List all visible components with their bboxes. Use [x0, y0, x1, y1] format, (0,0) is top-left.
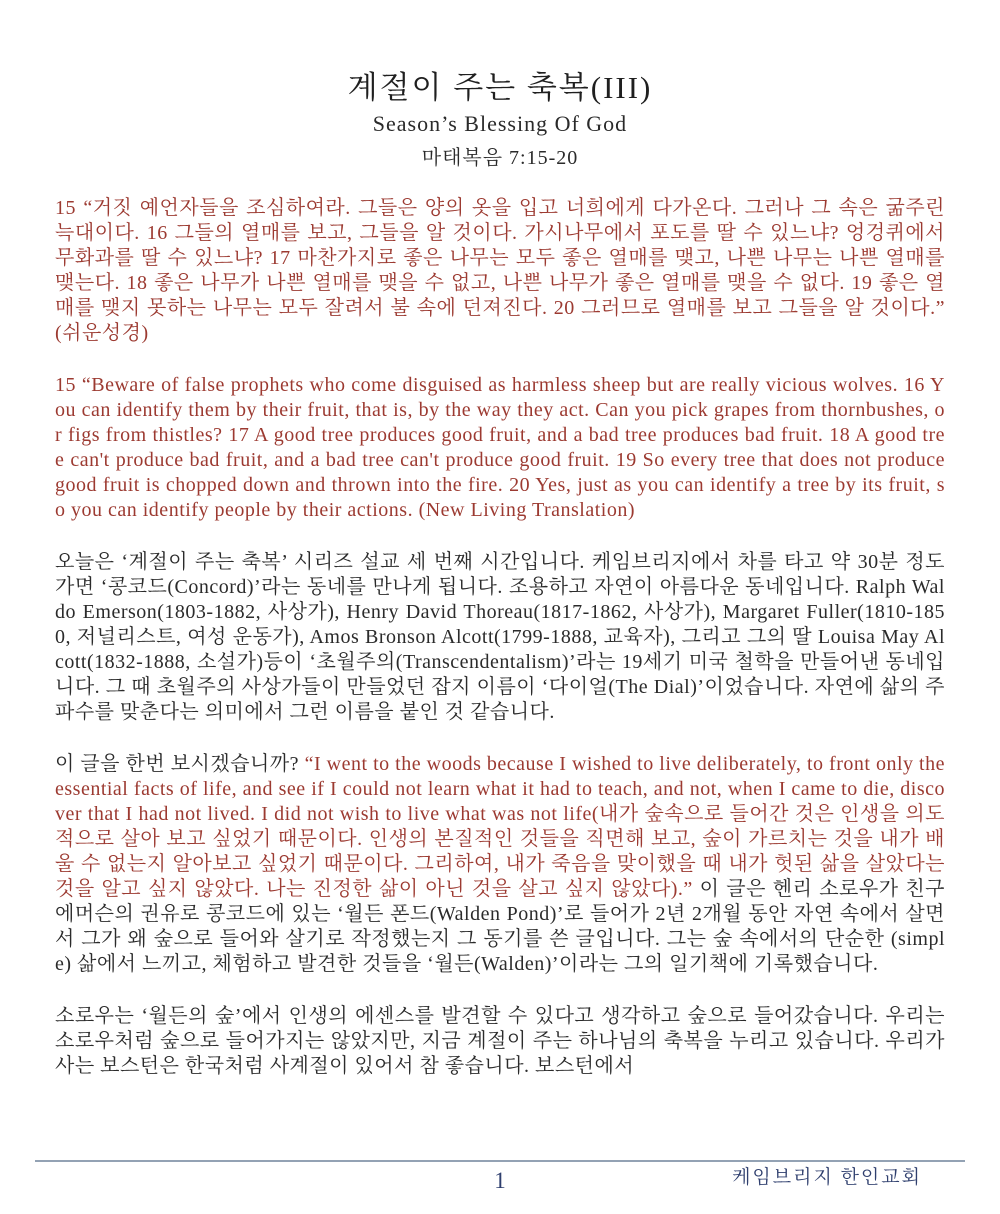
paragraph-scripture-english	[55, 373, 945, 523]
text-segment-black: 이 글을 한번 보시겠습니까?	[55, 753, 305, 775]
text-segment-red: 15 “Beware of false prophets who come disguised as harmless sheep but are really vicious wolves. 16 You can identify them by their fruit, that is, by the way they act. Can you pick grapes from thornbushes, or figs from thistles? 17 A good tree produces good fruit, and a bad tree produces bad fruit. 18 A good tree can't produce bad fruit, and a bad tree can't produce good fruit. 19 So every tree that does not produce good fruit is chopped down and thrown into the fire. 20 Yes, just as you can identify a tree by its fruit, so you can identify people by their actions. (New Living Translation)	[55, 374, 945, 521]
text-segment-red: “I went to the woods because I wished to live deliberately, to front only the essential facts of life, and see if I could not learn what it had to teach, and not, when I came to die, discover that I had not lived. I did not wish to live what was not life(내가 숲속으로 들어간 것은 인생을 의도적으로 살아 보고 싶었기 때문이다. 인생의 본질적인 것들을 직면해 보고, 숲이 가르치는 것을 내가 배울 수 없는지 알아보고 싶었기 때문이다. 그리하여, 내가 죽음을 맞이했을 때 내가 헛된 삶을 살았다는 것을 알고 싶지 않았다. 나는 진정한 삶이 아닌 것을 살고 싶지 않았다).”	[55, 753, 945, 900]
text-segment-black: 이 글은 헨리 소로우가 친구 에머슨의 권유로 콩코드에 있는 ‘월든 폰드(Walden Pond)’로 들어가 2년 2개월 동안 자연 속에서 살면서 그가 왜 숲으로 들어와 살기로 작정했는지 그 동기를 쓴 글입니다. 그는 숲 속에서의 단순한 (simple) 삶에서 느끼고, 체험하고 발견한 것들을 ‘월든(Walden)’이라는 그의 일기책에 기록했습니다.	[55, 878, 945, 975]
paragraph-scripture-korean	[55, 196, 945, 346]
sermon-body	[55, 196, 945, 1079]
text-segment-black: 소로우는 ‘월든의 숲’에서 인생의 에센스를 발견할 수 있다고 생각하고 숲으로 들어갔습니다. 우리는 소로우처럼 숲으로 들어가지는 않았지만, 지금 계절이 주는 하나님의 축복을 누리고 있습니다. 우리가 사는 보스턴은 한국처럼 사계절이 있어서 참 좋습니다. 보스턴에서	[55, 1005, 945, 1077]
paragraph-walden-essence	[55, 1004, 945, 1079]
church-name: 케임브리지 한인교회	[732, 1167, 922, 1188]
paragraph-intro-concord	[55, 550, 945, 725]
text-segment-red: 15 “거짓 예언자들을 조심하여라. 그들은 양의 옷을 입고 너희에게 다가온다. 그러나 그 속은 굶주린 늑대이다. 16 그들의 열매를 보고, 그들을 알 것이다. 가시나무에서 포도를 딸 수 있느냐? 엉겅퀴에서 무화과를 딸 수 있느냐? 17 마찬가지로 좋은 나무는 모두 좋은 열매를 맺고, 나쁜 나무는 나쁜 열매를 맺는다. 18 좋은 나무가 나쁜 열매를 맺을 수 없고, 나쁜 나무가 좋은 열매를 맺을 수 없다. 19 좋은 열매를 맺지 못하는 나무는 모두 잘려서 불 속에 던져진다. 20 그러므로 열매를 보고 그들을 알 것이다.” (쉬운성경)	[55, 197, 945, 344]
paragraph-thoreau-quote	[55, 752, 945, 977]
scripture-reference: 마태복음 7:15-20	[421, 147, 579, 169]
page-title: 계절이 주는 축복(III)	[347, 70, 653, 105]
page-number: 1	[494, 1168, 506, 1193]
sermon-header	[55, 62, 945, 170]
text-segment-black: 오늘은 ‘계절이 주는 축복’ 시리즈 설교 세 번째 시간입니다. 케임브리지에서 차를 타고 약 30분 정도 가면 ‘콩코드(Concord)’라는 동네를 만나게 됩니다. 조용하고 자연이 아름다운 동네입니다. Ralph Waldo Emerson(1803-1882, 사상가), Henry David Thoreau(1817-1862, 사상가), Margaret Fuller(1810-1850, 저널리스트, 여성 운동가), Amos Bronson Alcott(1799-1888, 교육자), 그리고 그의 딸 Louisa May Alcott(1832-1888, 소설가)등이 ‘초월주의(Transcendentalism)’라는 19세기 미국 철학을 만들어낸 동네입니다. 그 때 초월주의 사상가들이 만들었던 잡지 이름이 ‘다이얼(The Dial)’이었습니다. 자연에 삶의 주파수를 맞춘다는 의미에서 그런 이름을 붙인 것 같습니다.	[55, 551, 945, 723]
page-subtitle: Season’s Blessing Of God	[372, 111, 628, 136]
